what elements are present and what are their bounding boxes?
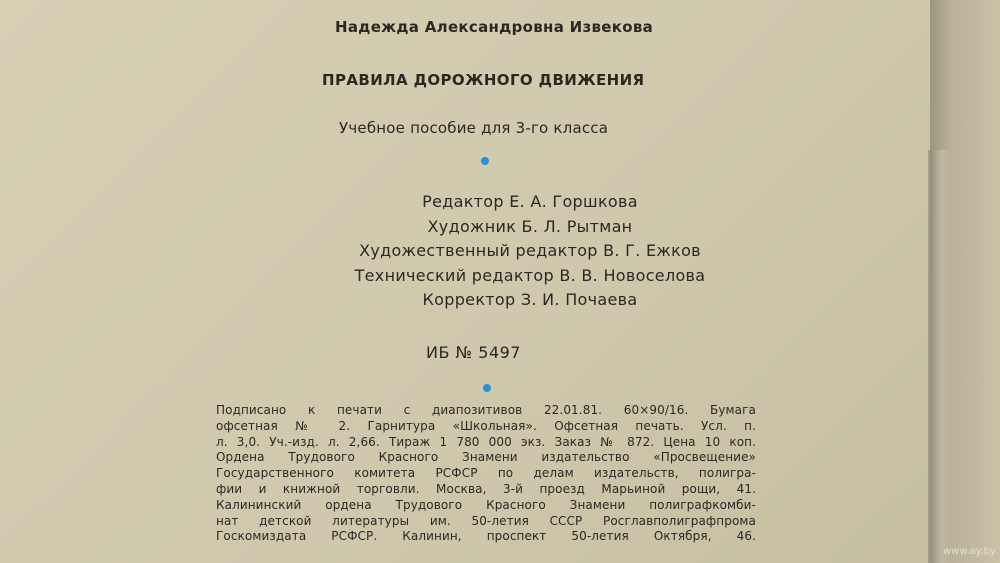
credit-proofreader: Корректор З. И. Почаева xyxy=(422,290,638,309)
author-name: Надежда Александровна Извекова xyxy=(335,18,654,36)
watermark: www.ay.by xyxy=(943,546,996,557)
imprint-line: нат детской литературы им. 50-летия СССР Росглавполиграфпрома xyxy=(216,513,756,528)
separator-dot xyxy=(483,384,491,392)
credit-art-editor: Художественный редактор В. Г. Ежков xyxy=(359,241,701,260)
imprint-line: л. 3,0. Уч.-изд. л. 2,66. Тираж 1 780 000 экз. Заказ № 872. Цена 10 коп. xyxy=(216,434,756,449)
page-fold-shadow xyxy=(928,150,950,563)
imprint-block xyxy=(216,403,756,545)
imprint-line: Подписано к печати с диапозитивов 22.01.81. 60×90/16. Бумага xyxy=(216,403,756,417)
book-subtitle: Учебное пособие для 3-го класса xyxy=(339,119,609,137)
imprint-line: фии и книжной торговли. Москва, 3-й проезд Марьиной рощи, 41. xyxy=(216,481,756,496)
book-title: ПРАВИЛА ДОРОЖНОГО ДВИЖЕНИЯ xyxy=(322,71,645,89)
imprint-line: офсетная № 2. Гарнитура «Школьная». Офсетная печать. Усл. п. xyxy=(216,418,756,433)
credit-technical-editor: Технический редактор В. В. Новоселова xyxy=(354,265,706,285)
imprint-line: Государственного комитета РСФСР по делам издательств, полигра- xyxy=(216,466,756,481)
credit-artist: Художник Б. Л. Рытман xyxy=(427,216,633,236)
separator-dot xyxy=(481,157,489,165)
credit-editor: Редактор Е. А. Горшкова xyxy=(422,192,638,211)
imprint-line: Ордена Трудового Красного Знамени издательство «Просвещение» xyxy=(216,450,756,465)
ib-number: ИБ № 5497 xyxy=(426,343,521,362)
imprint-line: Госкомиздата РСФСР. Калинин, проспект 50-летия Октября, 46. xyxy=(216,529,756,544)
staff-credits xyxy=(300,190,760,313)
imprint-line: Калининский ордена Трудового Красного Знамени полиграфкомби- xyxy=(216,497,756,512)
